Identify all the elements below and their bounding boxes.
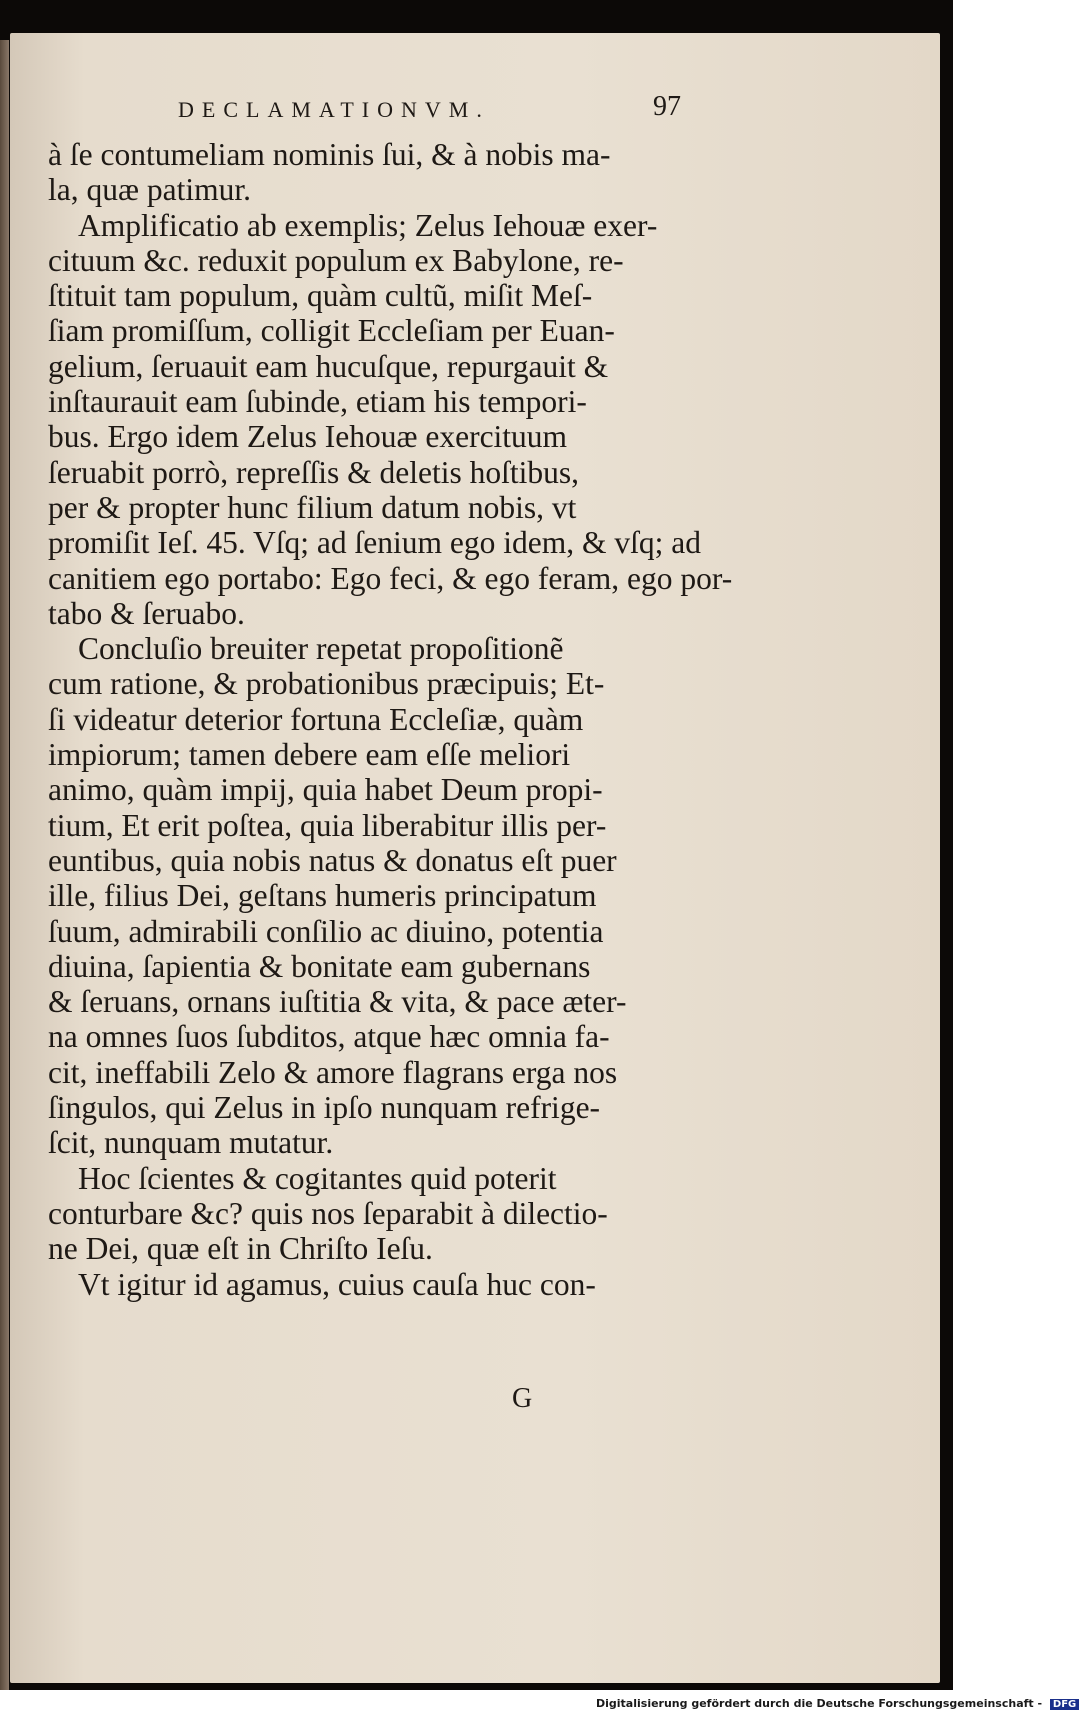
text-line: inſtaurauit eam ſubinde, etiam his tempori- xyxy=(48,384,587,420)
text-line: diuina, ſapientia & bonitate eam gubernans xyxy=(48,948,591,984)
text-line: ſiam promiſſum, colligit Eccleſiam per Euan- xyxy=(48,313,615,349)
text-line: Concluſio breuiter repetat propoſitionẽ xyxy=(78,631,564,667)
text-line: la, quæ patimur. xyxy=(48,172,251,208)
text-line: ſcit, nunquam mutatur. xyxy=(48,1125,334,1161)
text-line: tium, Et erit poſtea, quia liberabitur illis per- xyxy=(48,807,607,843)
text-line: cum ratione, & probationibus præcipuis; Et- xyxy=(48,666,605,702)
text-line: ſuum, admirabili conſilio ac diuino, potentia xyxy=(48,913,604,949)
text-line: euntibus, quia nobis natus & donatus eſt puer xyxy=(48,842,617,878)
text-line: impiorum; tamen debere eam eſſe meliori xyxy=(48,737,571,773)
digitization-credit xyxy=(596,1697,1079,1710)
page-text-block xyxy=(48,77,733,1302)
text-line: na omnes ſuos ſubditos, atque hæc omnia fa- xyxy=(48,1019,610,1055)
text-line: bus. Ergo idem Zelus Iehouæ exercituum xyxy=(48,419,568,455)
text-line: promiſit Ieſ. 45. Vſq; ad ſenium ego idem, & vſq; ad xyxy=(48,525,701,561)
text-line: gelium, ſeruauit eam hucuſque, repurgauit & xyxy=(48,348,609,384)
text-line: ille, filius Dei, geſtans humeris principatum xyxy=(48,878,597,914)
text-line: & ſeruans, ornans iuſtitia & vita, & pace æter- xyxy=(48,984,627,1020)
text-line: tabo & ſeruabo. xyxy=(48,595,245,631)
credit-text: Digitalisierung gefördert durch die Deutsche Forschungsgemeinschaft - xyxy=(596,1697,1043,1710)
book-spine-edge xyxy=(0,40,9,1690)
text-line: Amplificatio ab exemplis; Zelus Iehouæ exer- xyxy=(78,207,658,243)
text-line: à ſe contumeliam nominis ſui, & à nobis ma- xyxy=(48,137,611,172)
text-line: Hoc ſcientes & cogitantes quid poterit xyxy=(78,1160,557,1196)
signature-mark: G xyxy=(512,1383,533,1414)
text-line: canitiem ego portabo: Ego feci, & ego feram, ego por- xyxy=(48,560,733,596)
text-line: ſtituit tam populum, quàm cultũ, miſit Meſ- xyxy=(48,278,593,314)
text-line: per & propter hunc filium datum nobis, vt xyxy=(48,489,577,525)
text-line: ſi videatur deterior fortuna Eccleſiæ, quàm xyxy=(48,701,584,737)
text-line: cituum &c. reduxit populum ex Babylone, re- xyxy=(48,242,624,278)
text-line: ſingulos, qui Zelus in ipſo nunquam refrige- xyxy=(48,1090,601,1126)
text-line: Vt igitur id agamus, cuius cauſa huc con- xyxy=(78,1266,596,1302)
text-line: conturbare &c? quis nos ſeparabit à dilectio- xyxy=(48,1195,608,1231)
text-line: animo, quàm impij, quia habet Deum propi- xyxy=(48,772,603,808)
text-line: ne Dei, quæ eſt in Chriſto Ieſu. xyxy=(48,1231,433,1267)
text-line: cit, ineffabili Zelo & amore flagrans erga nos xyxy=(48,1054,618,1090)
page-header xyxy=(48,77,688,137)
text-line: ſeruabit porrò, repreſſis & deletis hoſtibus, xyxy=(48,454,580,490)
page-number: 97 xyxy=(653,91,681,122)
book-page xyxy=(10,33,940,1683)
dfg-logo-icon: DFG xyxy=(1050,1699,1079,1710)
running-head: DECLAMATIONVM. xyxy=(178,97,490,122)
